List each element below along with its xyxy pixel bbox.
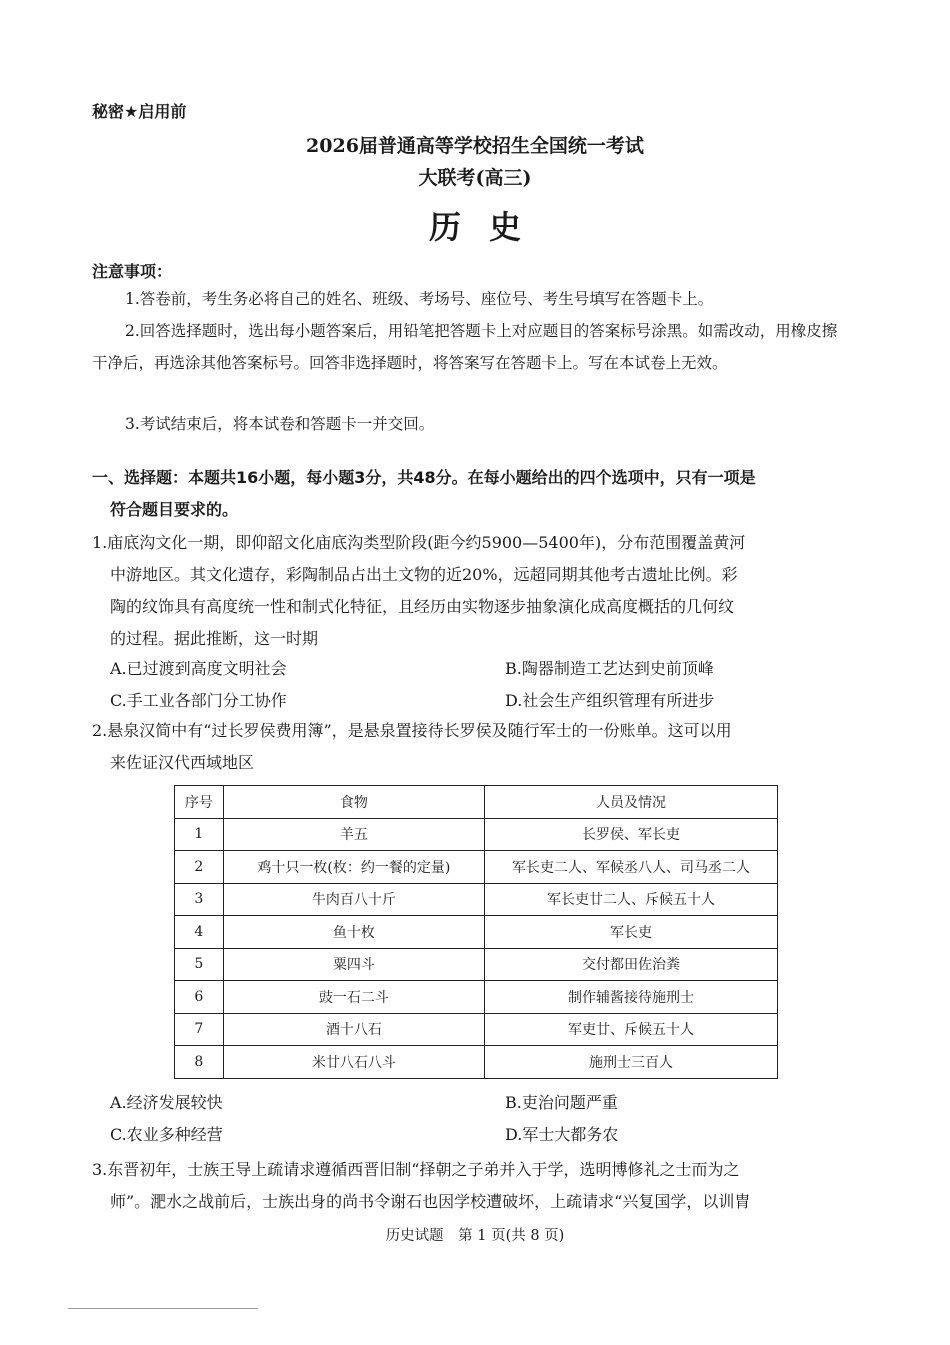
page-footer: 历史试题 第 1 页(共 8 页) <box>385 1228 565 1244</box>
question-1-line-3: 陶的纹饰具有高度统一性和制式化特征，且经历由实物逐步抽象演化成高度概括的几何纹 <box>110 597 735 616</box>
q2-option-a: A.经济发展较快 <box>110 1093 223 1112</box>
section-1-line-1: 一、选择题：本题共16小题，每小题3分，共48分。在每小题给出的四个选项中，只有一项是 <box>92 468 756 487</box>
q2-option-d: D.军士大都务农 <box>505 1125 619 1144</box>
cell-personnel: 施刑士三百人 <box>485 1046 778 1079</box>
question-3-line-2: 师”。淝水之战前后，士族出身的尚书令谢石也因学校遭破坏，上疏请求“兴复国学，以训胄 <box>110 1192 751 1211</box>
cell-personnel: 军长吏廿二人、斥候五十人 <box>485 883 778 916</box>
q2-option-c: C.农业多种经营 <box>110 1125 223 1144</box>
cell-index: 2 <box>175 851 224 884</box>
q2-option-b: B.吏治问题严重 <box>505 1093 618 1112</box>
table-header-row <box>175 786 778 819</box>
question-3-line-1: 3.东晋初年，士族王导上疏请求遵循西晋旧制“择朝之子弟并入于学，选明博修礼之士而为之 <box>92 1160 740 1179</box>
question-2 <box>92 715 844 779</box>
cell-food: 牛肉百八十斤 <box>223 883 484 916</box>
cell-index: 7 <box>175 1013 224 1046</box>
secret-label: 秘密★启用前 <box>92 102 187 121</box>
cell-personnel: 军长吏二人、军候丞八人、司马丞二人 <box>485 851 778 884</box>
header-food: 食物 <box>223 786 484 819</box>
q1-option-d: D.社会生产组织管理有所进步 <box>505 691 715 710</box>
note-item-3: 3.考试结束后，将本试卷和答题卡一并交回。 <box>125 415 435 433</box>
exam-title: 2026届普通高等学校招生全国统一考试 <box>306 135 644 157</box>
header-index: 序号 <box>175 786 224 819</box>
table-row <box>175 818 778 851</box>
subject-title: 历史 <box>428 208 549 246</box>
table-row <box>175 981 778 1014</box>
cell-personnel: 军长吏 <box>485 916 778 949</box>
question-1 <box>92 527 844 655</box>
cell-food: 鸡十只一枚(枚：约一餐的定量) <box>223 851 484 884</box>
question-1-line-4: 的过程。据此推断，这一时期 <box>110 629 319 648</box>
question-1-line-1: 1.庙底沟文化一期，即仰韶文化庙底沟类型阶段(距今约5900—5400年)，分布范围覆盖黄河 <box>92 533 746 552</box>
exam-subtitle: 大联考(高三) <box>418 167 532 189</box>
cell-personnel: 制作辅酱接待施刑士 <box>485 981 778 1014</box>
cell-index: 3 <box>175 883 224 916</box>
table-row <box>175 851 778 884</box>
cell-personnel: 长罗侯、军长吏 <box>485 818 778 851</box>
header-personnel: 人员及情况 <box>485 786 778 819</box>
cell-personnel: 军吏廿、斥候五十人 <box>485 1013 778 1046</box>
cell-food: 鱼十枚 <box>223 916 484 949</box>
note-item-2: 2.回答选择题时，选出每小题答案后，用铅笔把答题卡上对应题目的答案标号涂黑。如需改动，用橡皮擦干净后，再选涂其他答案标号。回答非选择题时，将答案写在答题卡上。写在本试卷上无效。 <box>92 322 838 372</box>
q1-option-c: C.手工业各部门分工协作 <box>110 691 287 710</box>
question-2-line-2: 来佐证汉代西域地区 <box>110 753 255 772</box>
q1-option-a: A.已过渡到高度文明社会 <box>110 659 287 678</box>
table-row <box>175 1013 778 1046</box>
notes-heading: 注意事项： <box>92 262 173 281</box>
cell-food: 豉一石二斗 <box>223 981 484 1014</box>
cell-food: 粟四斗 <box>223 948 484 981</box>
question-3 <box>92 1154 844 1218</box>
table-row <box>175 948 778 981</box>
table-row <box>175 916 778 949</box>
q1-option-b: B.陶器制造工艺达到史前顶峰 <box>505 659 714 678</box>
bottom-divider <box>68 1308 258 1309</box>
cell-food: 米廿八石八斗 <box>223 1046 484 1079</box>
cell-food: 羊五 <box>223 818 484 851</box>
question-2-line-1: 2.悬泉汉简中有“过长罗侯费用簿”，是悬泉置接待长罗侯及随行军士的一份账单。这可以用 <box>92 721 732 740</box>
section-1-heading <box>92 462 847 526</box>
cell-food: 酒十八石 <box>223 1013 484 1046</box>
section-1-line-2: 符合题目要求的。 <box>110 500 239 519</box>
note-item-1: 1.答卷前，考生务必将自己的姓名、班级、考场号、座位号、考生号填写在答题卡上。 <box>125 290 714 308</box>
expense-table <box>174 785 778 1079</box>
cell-personnel: 交付都田佐治粪 <box>485 948 778 981</box>
cell-index: 4 <box>175 916 224 949</box>
cell-index: 5 <box>175 948 224 981</box>
cell-index: 6 <box>175 981 224 1014</box>
cell-index: 1 <box>175 818 224 851</box>
question-1-line-2: 中游地区。其文化遗存，彩陶制品占出土文物的近20%，远超同期其他考古遗址比例。彩 <box>110 565 738 584</box>
table-row <box>175 883 778 916</box>
cell-index: 8 <box>175 1046 224 1079</box>
table-row <box>175 1046 778 1079</box>
